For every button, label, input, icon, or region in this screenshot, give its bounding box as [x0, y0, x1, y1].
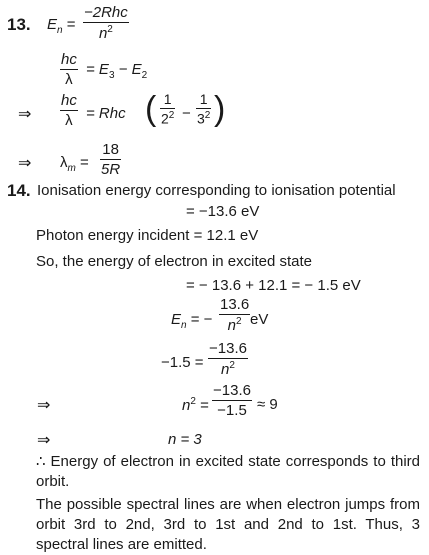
q14-n-equals-three: n = 3 — [168, 431, 202, 448]
q13-hc-lambda-fraction-2: hc λ — [61, 92, 77, 129]
q13-energy-difference: = $E_3 - E_2$ — [86, 61, 148, 81]
q13-lambda-fraction: 18 5R — [101, 141, 121, 178]
q13-fraction-one-over-two-squared: 1 $2^2$ — [161, 91, 175, 127]
q14-approx-nine: ≈ 9 — [257, 396, 278, 413]
q14-minus-one-point-five: −1.5 = — [161, 354, 204, 371]
q13-en-fraction: −2Rhc $n^2$ — [84, 4, 128, 42]
right-paren: ) — [214, 90, 226, 128]
q14-en-lhs: $E_n$ = − — [171, 311, 213, 331]
left-paren: ( — [145, 90, 157, 128]
q13-lambda-m: $\lambda_m$ = — [60, 154, 89, 174]
q14-energy-calculation: = − 13.6 + 12.1 = − 1.5 eV — [186, 277, 361, 294]
q14-ionisation-value: = −13.6 eV — [186, 203, 260, 220]
implies-arrow: ⇒ — [18, 106, 32, 123]
q14-en-fraction: 13.6 $n^2$ — [220, 296, 250, 334]
q13-hc-lambda-fraction: hc λ — [61, 51, 77, 88]
q14-en-unit: eV — [250, 311, 269, 328]
implies-arrow: ⇒ — [18, 155, 32, 172]
q13-en-lhs: $E_n$ = — [47, 16, 76, 36]
q14-therefore-text: ∴ Energy of electron in excited state corresponds to third orbit. — [36, 453, 420, 490]
q13-rhc: = Rhc — [86, 105, 126, 122]
question-14-number: 14. — [7, 181, 31, 200]
q14-conclusion-text: The possible spectral lines are when electron jumps from orbit 3rd to 2nd, 3rd to 1st and 2nd to 1st. Thus, 3 spectral lines are emitted. — [36, 496, 420, 553]
q13-fraction-one-over-three-squared: 1 $3^2$ — [197, 91, 211, 127]
implies-arrow: ⇒ — [37, 397, 51, 414]
q14-so-text: So, the energy of electron in excited state — [36, 253, 312, 270]
q14-intro-text: Ionisation energy corresponding to ionisation potential — [37, 182, 396, 199]
minus-sign: − — [182, 105, 191, 122]
q14-n-squared: $n^2$ = — [182, 396, 209, 414]
q14-m15-fraction: −13.6 $n^2$ — [209, 340, 247, 378]
q14-n-squared-fraction: −13.6 −1.5 — [213, 382, 251, 419]
implies-arrow: ⇒ — [37, 432, 51, 449]
question-13-number: 13. — [7, 15, 31, 34]
q14-photon-energy: Photon energy incident = 12.1 eV — [36, 227, 259, 244]
